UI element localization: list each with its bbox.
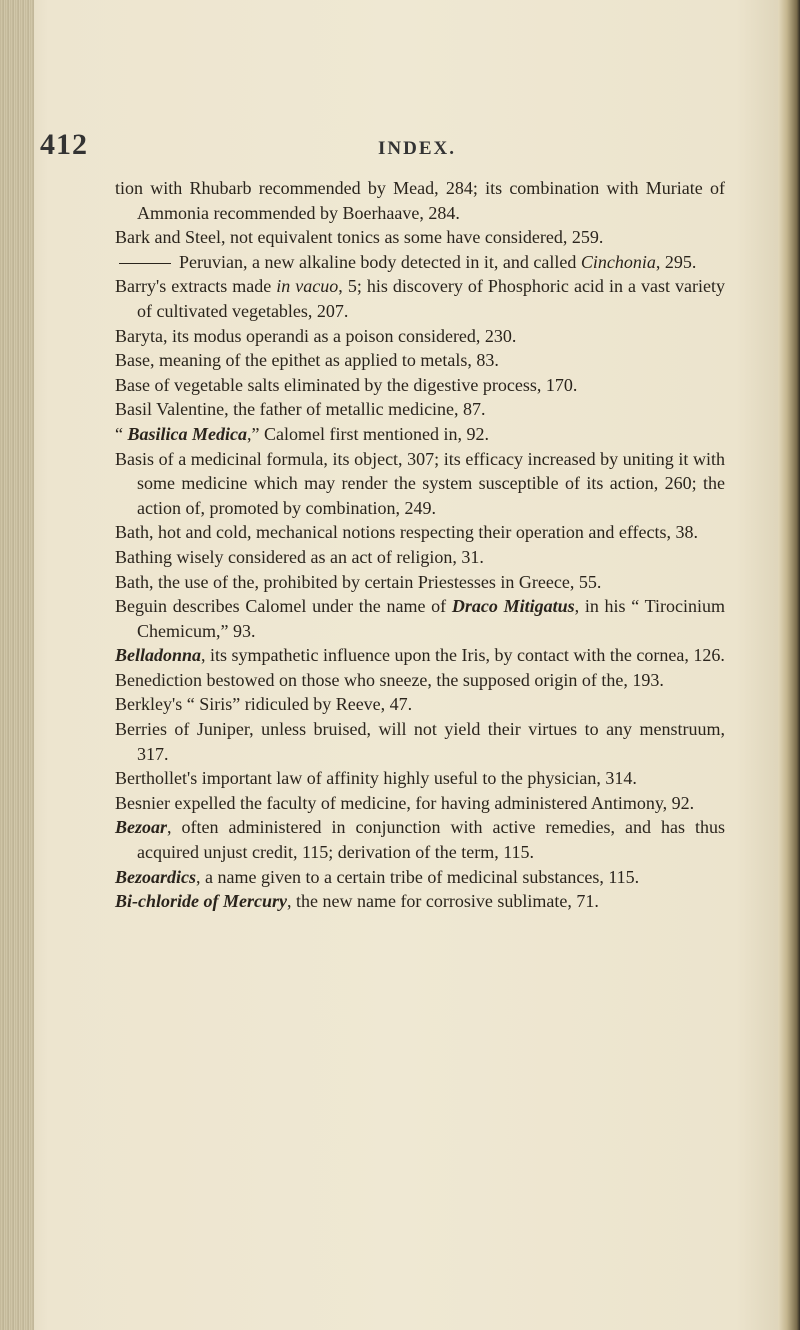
index-entry: Bezoardics, a name given to a certain tribe of medicinal substances, 115. — [115, 866, 640, 887]
index-entry: Barry's extracts made in vacuo, 5; his discovery of Phosphoric acid in a vast variety of cultivated vegetables, 207. — [115, 276, 726, 321]
index-entry: Bezoar, often administered in conjunction with active remedies, and has thus acquired unjust credit, 115; derivation of the term, 115. — [115, 817, 725, 863]
index-entry: Berkley's “ Siris” ridiculed by Reeve, 47. — [115, 694, 413, 715]
index-entry: Bath, hot and cold, mechanical notions respecting their operation and effects, 38. — [115, 522, 698, 543]
index-entry: Berries of Juniper, unless bruised, will not yield their virtues to any menstruum, 317. — [115, 719, 725, 764]
page-header — [40, 128, 740, 168]
book-binding-gutter — [0, 0, 34, 1330]
index-entry: Basis of a medicinal formula, its object, 307; its efficacy increased by uniting it with some medicine which may render the system susceptible of its action, 260; the action of, promoted by combination, 249. — [115, 448, 725, 518]
index-entry: Peruvian, a new alkaline body detected in it, and called Cinchonia, 295. — [115, 250, 725, 275]
index-entry: Benediction bestowed on those who sneeze, the supposed origin of the, 193. — [115, 669, 664, 690]
index-entry: Baryta, its modus operandi as a poison considered, 230. — [115, 325, 517, 346]
index-entry: Bark and Steel, not equivalent tonics as some have considered, 259. — [115, 227, 604, 248]
index-entry: Base of vegetable salts eliminated by the digestive process, 170. — [115, 374, 578, 395]
index-entry: Bathing wisely considered as an act of religion, 31. — [115, 546, 484, 567]
index-entry: Bath, the use of the, prohibited by certain Priestesses in Greece, 55. — [115, 571, 602, 592]
index-entry: Belladonna, its sympathetic influence upon the Iris, by contact with the cornea, 126. — [115, 645, 725, 666]
index-entry: Bi-chloride of Mercury, the new name for corrosive sublimate, 71. — [115, 891, 599, 912]
index-column — [115, 176, 725, 914]
index-entry: Beguin describes Calomel under the name of Draco Mitigatus, in his “ Tirocinium Chemicum,” 93. — [115, 596, 725, 641]
ditto-dash — [119, 263, 171, 264]
index-entry: “ Basilica Medica,” Calomel first mentioned in, 92. — [115, 423, 489, 444]
page-edge — [778, 0, 800, 1330]
running-head: INDEX. — [378, 138, 456, 159]
index-entry: tion with Rhubarb recommended by Mead, 284; its combination with Muriate of Ammonia recommended by Boerhaave, 284. — [115, 178, 725, 223]
index-entry: Base, meaning of the epithet as applied to metals, 83. — [115, 350, 499, 371]
index-entry: Basil Valentine, the father of metallic medicine, 87. — [115, 399, 486, 420]
index-entry: Berthollet's important law of affinity highly useful to the physician, 314. — [115, 768, 637, 789]
index-entry: Besnier expelled the faculty of medicine, for having administered Antimony, 92. — [115, 792, 695, 813]
page-number: 412 — [40, 128, 88, 161]
